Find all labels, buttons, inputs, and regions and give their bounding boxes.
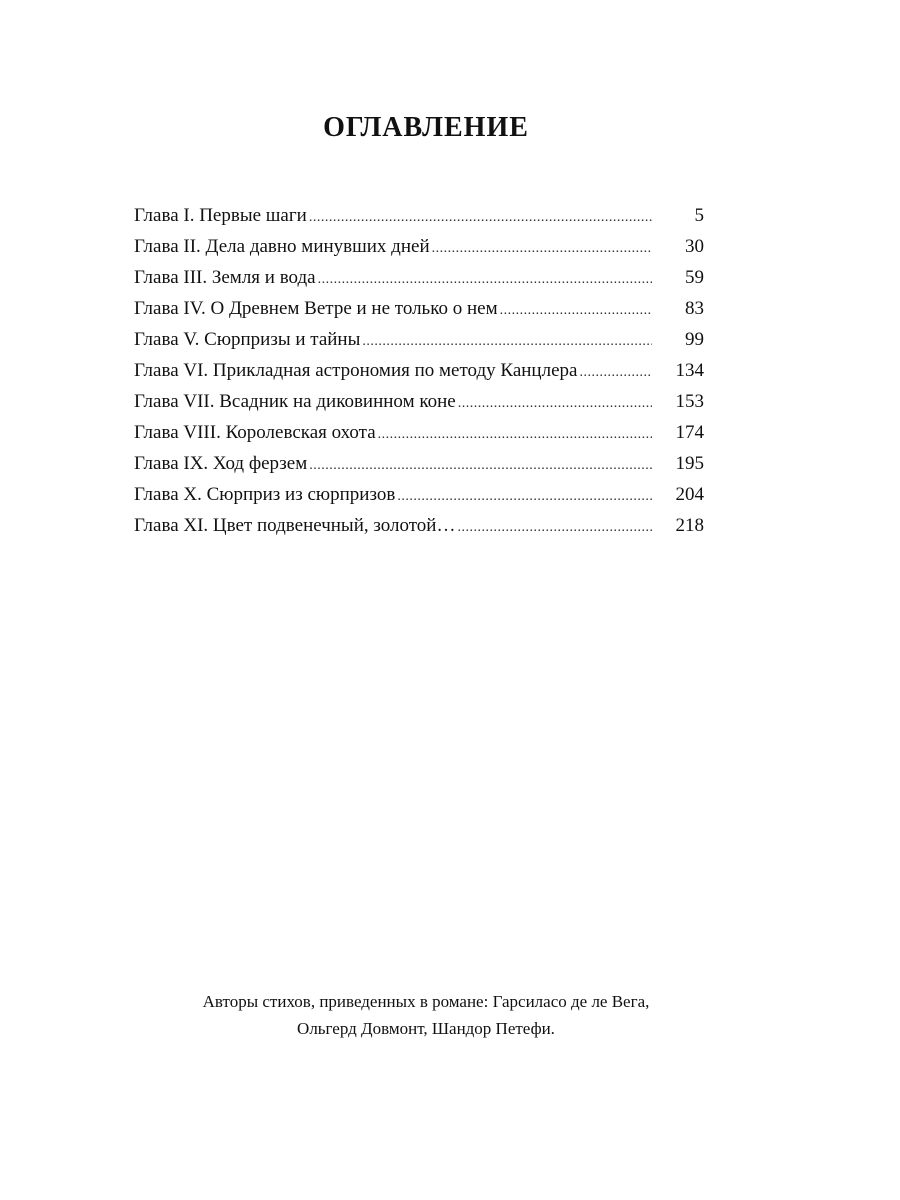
toc-entry-label: Глава XI. Цвет подвенечный, золотой… (134, 515, 456, 536)
dot-leader (432, 233, 652, 264)
toc-entry-label: Глава VI. Прикладная астрономия по методу Канцлера (134, 360, 578, 381)
dot-leader (397, 481, 652, 512)
toc-entry[interactable] (134, 510, 704, 541)
toc-entry[interactable] (134, 324, 704, 355)
dot-leader (309, 202, 652, 233)
dot-leader (378, 419, 652, 450)
toc-entry-label: Глава X. Сюрприз из сюрпризов (134, 484, 396, 505)
poem-authors-note (0, 988, 852, 1042)
toc-entry-page: 195 (675, 453, 704, 474)
toc-entry-page: 30 (685, 236, 704, 257)
toc-entry-page: 174 (675, 422, 704, 443)
dot-leader (458, 388, 652, 419)
toc-entry[interactable] (134, 448, 704, 479)
toc-entry-label: Глава III. Земля и вода (134, 267, 316, 288)
toc-entry-label: Глава VIII. Королевская охота (134, 422, 376, 443)
dot-leader (457, 512, 652, 543)
toc-entry-label: Глава I. Первые шаги (134, 205, 307, 226)
toc-entry-label: Глава IX. Ход ферзем (134, 453, 308, 474)
dot-leader (318, 264, 652, 295)
toc-entry[interactable] (134, 293, 704, 324)
toc-entry[interactable] (134, 231, 704, 262)
table-of-contents (134, 200, 704, 541)
dot-leader (579, 357, 652, 388)
toc-entry-page: 218 (675, 515, 704, 536)
poem-authors-line: Ольгерд Довмонт, Шандор Петефи. (297, 1019, 555, 1038)
toc-entry-label: Глава VII. Всадник на диковинном коне (134, 391, 456, 412)
dot-leader (362, 326, 652, 357)
toc-entry-page: 134 (675, 360, 704, 381)
dot-leader (309, 450, 652, 481)
toc-entry-page: 5 (694, 205, 704, 226)
poem-authors-line: Авторы стихов, приведенных в романе: Гарсиласо де ле Вега, (202, 992, 650, 1011)
dot-leader (500, 295, 652, 326)
toc-entry-label: Глава V. Сюрпризы и тайны (134, 329, 361, 350)
toc-entry-page: 99 (685, 329, 704, 350)
toc-entry-page: 59 (685, 267, 704, 288)
toc-entry[interactable] (134, 479, 704, 510)
page-title: ОГЛАВЛЕНИЕ (323, 112, 529, 143)
toc-entry[interactable] (134, 417, 704, 448)
toc-entry-label: Глава II. Дела давно минувших дней (134, 236, 430, 257)
toc-entry-label: Глава IV. О Древнем Ветре и не только о нем (134, 298, 498, 319)
toc-entry-page: 83 (685, 298, 704, 319)
toc-entry[interactable] (134, 262, 704, 293)
toc-entry-page: 204 (675, 484, 704, 505)
toc-entry-page: 153 (675, 391, 704, 412)
toc-entry[interactable] (134, 200, 704, 231)
toc-entry[interactable] (134, 386, 704, 417)
toc-entry[interactable] (134, 355, 704, 386)
